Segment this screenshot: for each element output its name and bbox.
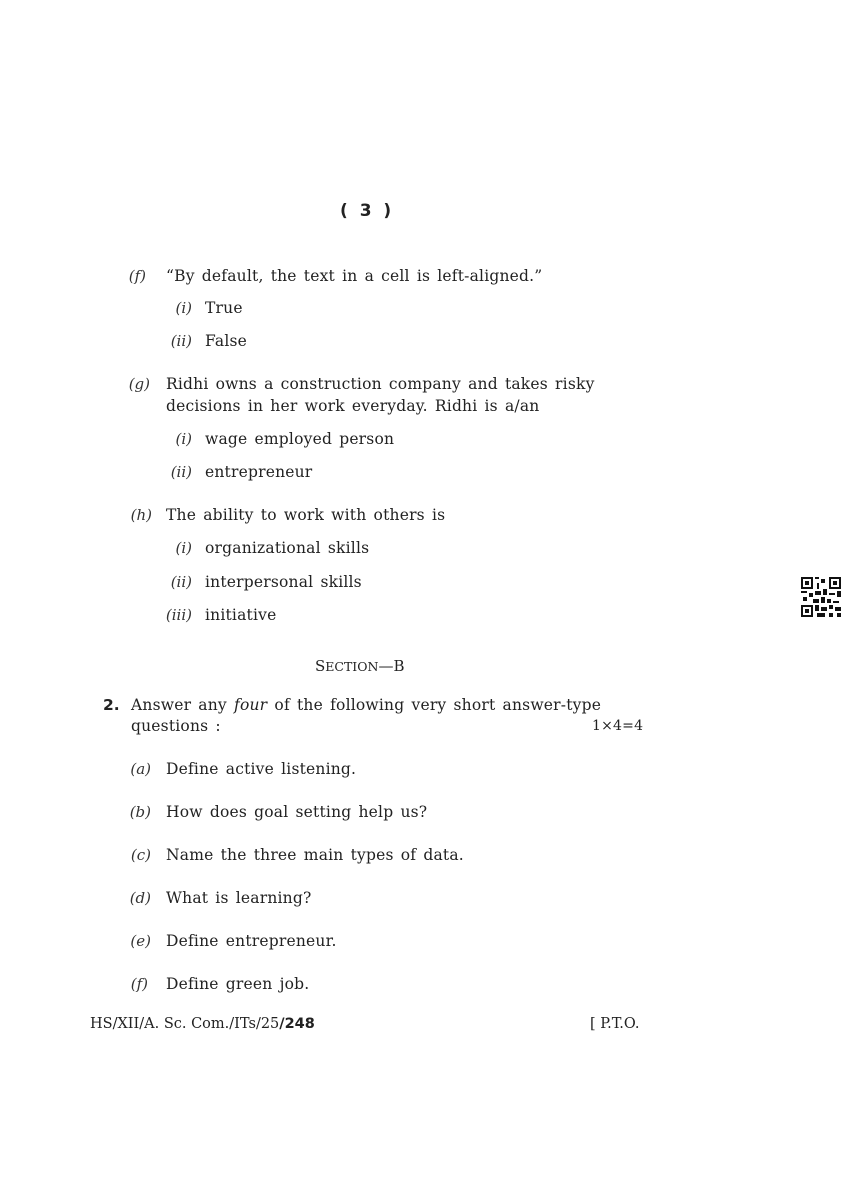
question-label: (f): [130, 975, 148, 993]
question-label: (g): [128, 375, 150, 393]
question-text-line2: questions :: [131, 717, 221, 735]
question-text: What is learning?: [166, 889, 312, 907]
paper-code: HS/XII/A. Sc. Com./ITs/25/248: [90, 1016, 315, 1032]
section-heading: SECTION—B: [315, 657, 405, 675]
page-number: ( 3 ): [340, 201, 392, 221]
qr-code-icon: [801, 577, 841, 617]
pto-note: [ P.T.O.: [590, 1016, 640, 1032]
question-label: (a): [130, 760, 151, 778]
question-text: Answer any four of the following very short answer-type: [131, 696, 602, 714]
question-label: (e): [130, 932, 151, 950]
option-label: (ii): [170, 332, 192, 350]
question-label: (f): [128, 267, 146, 285]
option-label: (iii): [165, 606, 192, 624]
option-text: entrepreneur: [205, 463, 313, 481]
question-number: 2.: [103, 696, 120, 714]
option-text: organizational skills: [205, 539, 370, 557]
question-label: (c): [130, 846, 151, 864]
option-text: True: [205, 299, 243, 317]
marks: 1×4=4: [592, 718, 644, 734]
option-text: False: [205, 332, 248, 350]
option-label: (ii): [170, 463, 192, 481]
question-label: (h): [130, 506, 152, 524]
question-text: “By default, the text in a cell is left-aligned.”: [166, 267, 543, 285]
option-label: (i): [175, 430, 192, 448]
question-text: The ability to work with others is: [166, 506, 446, 524]
question-text: Define active listening.: [166, 760, 357, 778]
question-label: (b): [129, 803, 151, 821]
question-text: decisions in her work everyday. Ridhi is a/an: [166, 397, 540, 415]
option-label: (i): [175, 299, 192, 317]
option-text: interpersonal skills: [205, 573, 362, 591]
question-text: Define green job.: [166, 975, 310, 993]
option-text: initiative: [205, 606, 277, 624]
question-text: Define entrepreneur.: [166, 932, 337, 950]
question-text: Ridhi owns a construction company and takes risky: [166, 375, 595, 393]
question-label: (d): [129, 889, 151, 907]
question-text: How does goal setting help us?: [166, 803, 428, 821]
option-label: (ii): [170, 573, 192, 591]
question-text: Name the three main types of data.: [166, 846, 464, 864]
option-text: wage employed person: [205, 430, 395, 448]
option-label: (i): [175, 539, 192, 557]
